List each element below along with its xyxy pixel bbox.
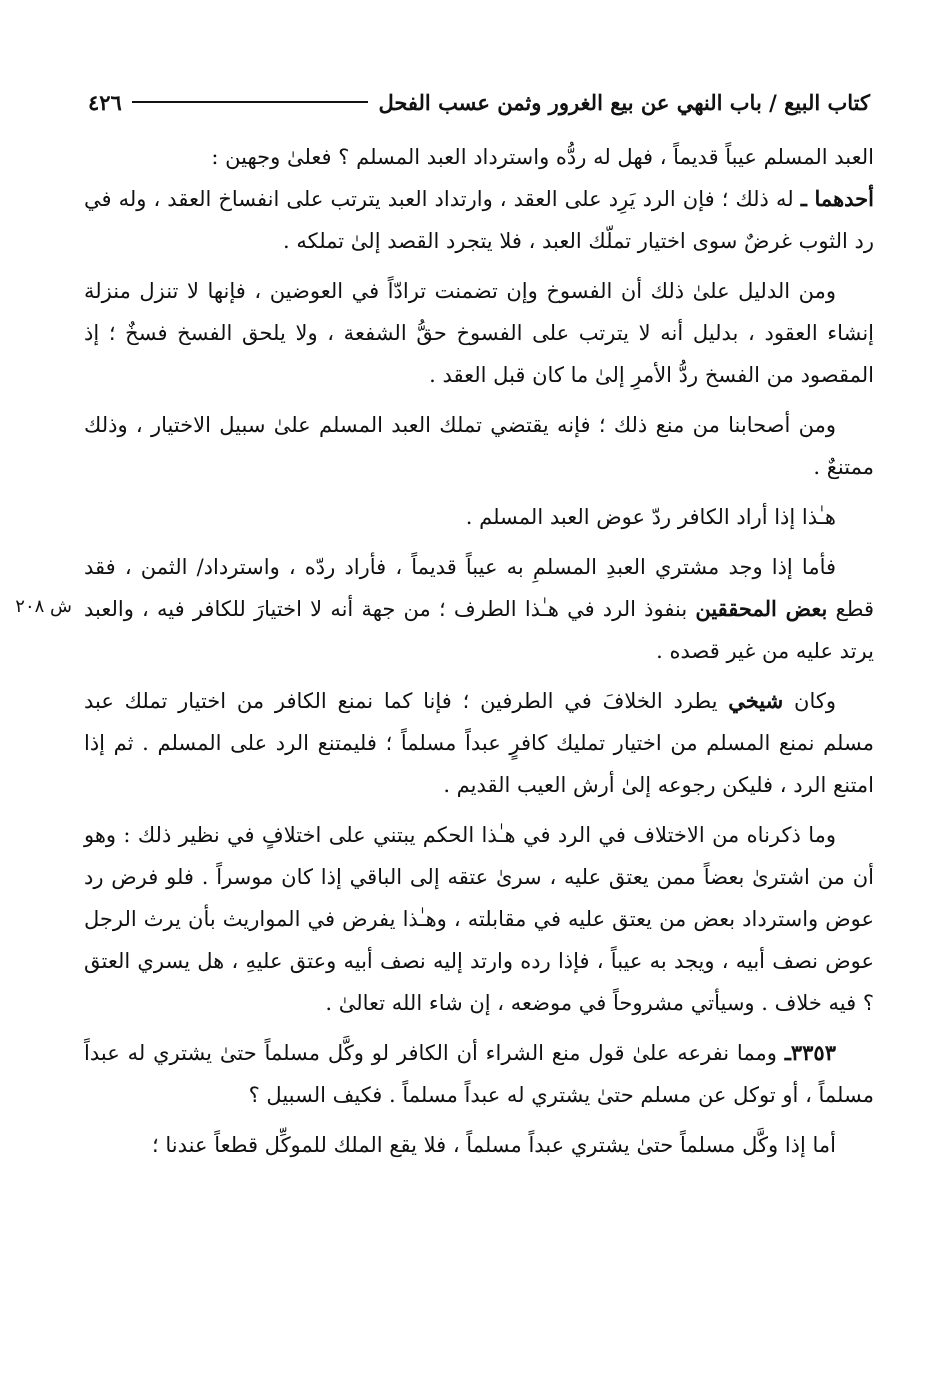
paragraph-text-continued: يطرد الخلافَ في الطرفين ؛ فإنا كما نمنع الكافر من اختيار تملك عبد مسلم نمنع المسلم من اختيار تمليك كافرٍ عبداً مسلماً ؛ فليمتنع الرد على المسلم . ثم إذا امتنع الرد ، فليكن رجوعه إلىٰ أرش العيب القديم . [84, 689, 874, 797]
paragraph-text: ومما نفرعه علىٰ قول منع الشراء أن الكافر لو وكَّل مسلماً حتىٰ يشتري له عبداً مسلماً ، أو توكل عن مسلم حتىٰ يشتري له عبداً مسلماً . فكيف السبيل ؟ [84, 1041, 874, 1107]
paragraph-10 [84, 1124, 874, 1166]
paragraph-text: وكان [783, 689, 836, 713]
issue-number: ٣٣٥٣ـ [784, 1040, 836, 1065]
paragraph-text: ومن أصحابنا من منع ذلك ؛ فإنه يقتضي تملك العبد المسلم علىٰ سبيل الاختيار ، وذلك ممتنعٌ . [84, 413, 874, 479]
paragraph-text-continued: بنفوذ الرد في هـٰذا الطرف ؛ من جهة أنه لا اختيارَ للكافر فيه ، والعبد يرتد عليه من غير قصده . [84, 597, 874, 663]
paragraph-bold-phrase: بعض المحققين [695, 596, 828, 621]
paragraph-3 [84, 270, 874, 396]
paragraph-text: ومن الدليل علىٰ ذلك أن الفسوخ وإن تضمنت ترادّاً في العوضين ، فإنها لا تنزل منزلة إنشاء العقود ، بدليل أنه لا يترتب على الفسوخ حقُّ الشفعة ، ولا يلحق الفسخ فسخٌ ؛ إذ المقصود من الفسخ ردُّ الأمرِ إلىٰ ما كان قبل العقد . [84, 279, 874, 387]
paragraph-9 [84, 1032, 874, 1116]
paragraph-7 [84, 680, 874, 806]
margin-reference: ش ٢٠٨ [15, 596, 72, 617]
paragraph-6 [84, 546, 874, 672]
paragraph-lead: أحدهما ـ [800, 186, 874, 211]
paragraph-2 [84, 178, 874, 262]
paragraph-text: أما إذا وكَّل مسلماً حتىٰ يشتري عبداً مسلماً ، فلا يقع الملك للموكِّل قطعاً عندنا ؛ [152, 1133, 836, 1157]
header-title: كتاب البيع / باب النهي عن بيع الغرور وثمن عسب الفحل [378, 89, 870, 115]
body-text [84, 136, 874, 1166]
paragraph-4 [84, 404, 874, 488]
paragraph-text: فأما إذا وجد مشتري العبدِ المسلمِ به عيباً قديماً ، فأراد ردّه ، واسترداد/ الثمن ، فقد قطع [84, 555, 874, 621]
paragraph-text: وما ذكرناه من الاختلاف في الرد في هـٰذا الحكم يبتني على اختلافٍ في نظير ذلك : وهو أن من اشترىٰ بعضاً ممن يعتق عليه ، سرىٰ عتقه إلى الباقي إذا كان موسراً . فلو فرض رد عوض واسترداد بعض من يعتق عليه في مقابلته ، وهـٰذا يفرض في المواريث بأن يرث الرجل عوض نصف أبيه ، ويجد به عيباً ، فإذا رده وارتد إليه نصف أبيه وعتق عليهِ ، هل يسري العتق ؟ فيه خلاف . وسيأتي مشروحاً في موضعه ، إن شاء الله تعالىٰ . [84, 823, 874, 1015]
paragraph-text: العبد المسلم عيباً قديماً ، فهل له ردُّه واسترداد العبد المسلم ؟ فعلىٰ وجهين : [211, 145, 874, 169]
paragraph-5 [84, 496, 874, 538]
paragraph-text: هـٰذا إذا أراد الكافر ردّ عوض العبد المسلم . [465, 505, 836, 529]
page-number: ٤٢٦ [88, 89, 122, 115]
paragraph-1 [84, 136, 874, 178]
paragraph-text: له ذلك ؛ فإن الرد يَرِد على العقد ، وارتداد العبد يترتب على انفساخ العقد ، وله في رد الثوب غرضٌ سوى اختيار تملّك العبد ، فلا يتجرد القصد إلىٰ تملكه . [84, 187, 874, 253]
paragraph-8 [84, 814, 874, 1024]
paragraph-bold-phrase: شيخي [728, 688, 784, 713]
header-rule [132, 101, 369, 103]
running-header [88, 82, 870, 122]
